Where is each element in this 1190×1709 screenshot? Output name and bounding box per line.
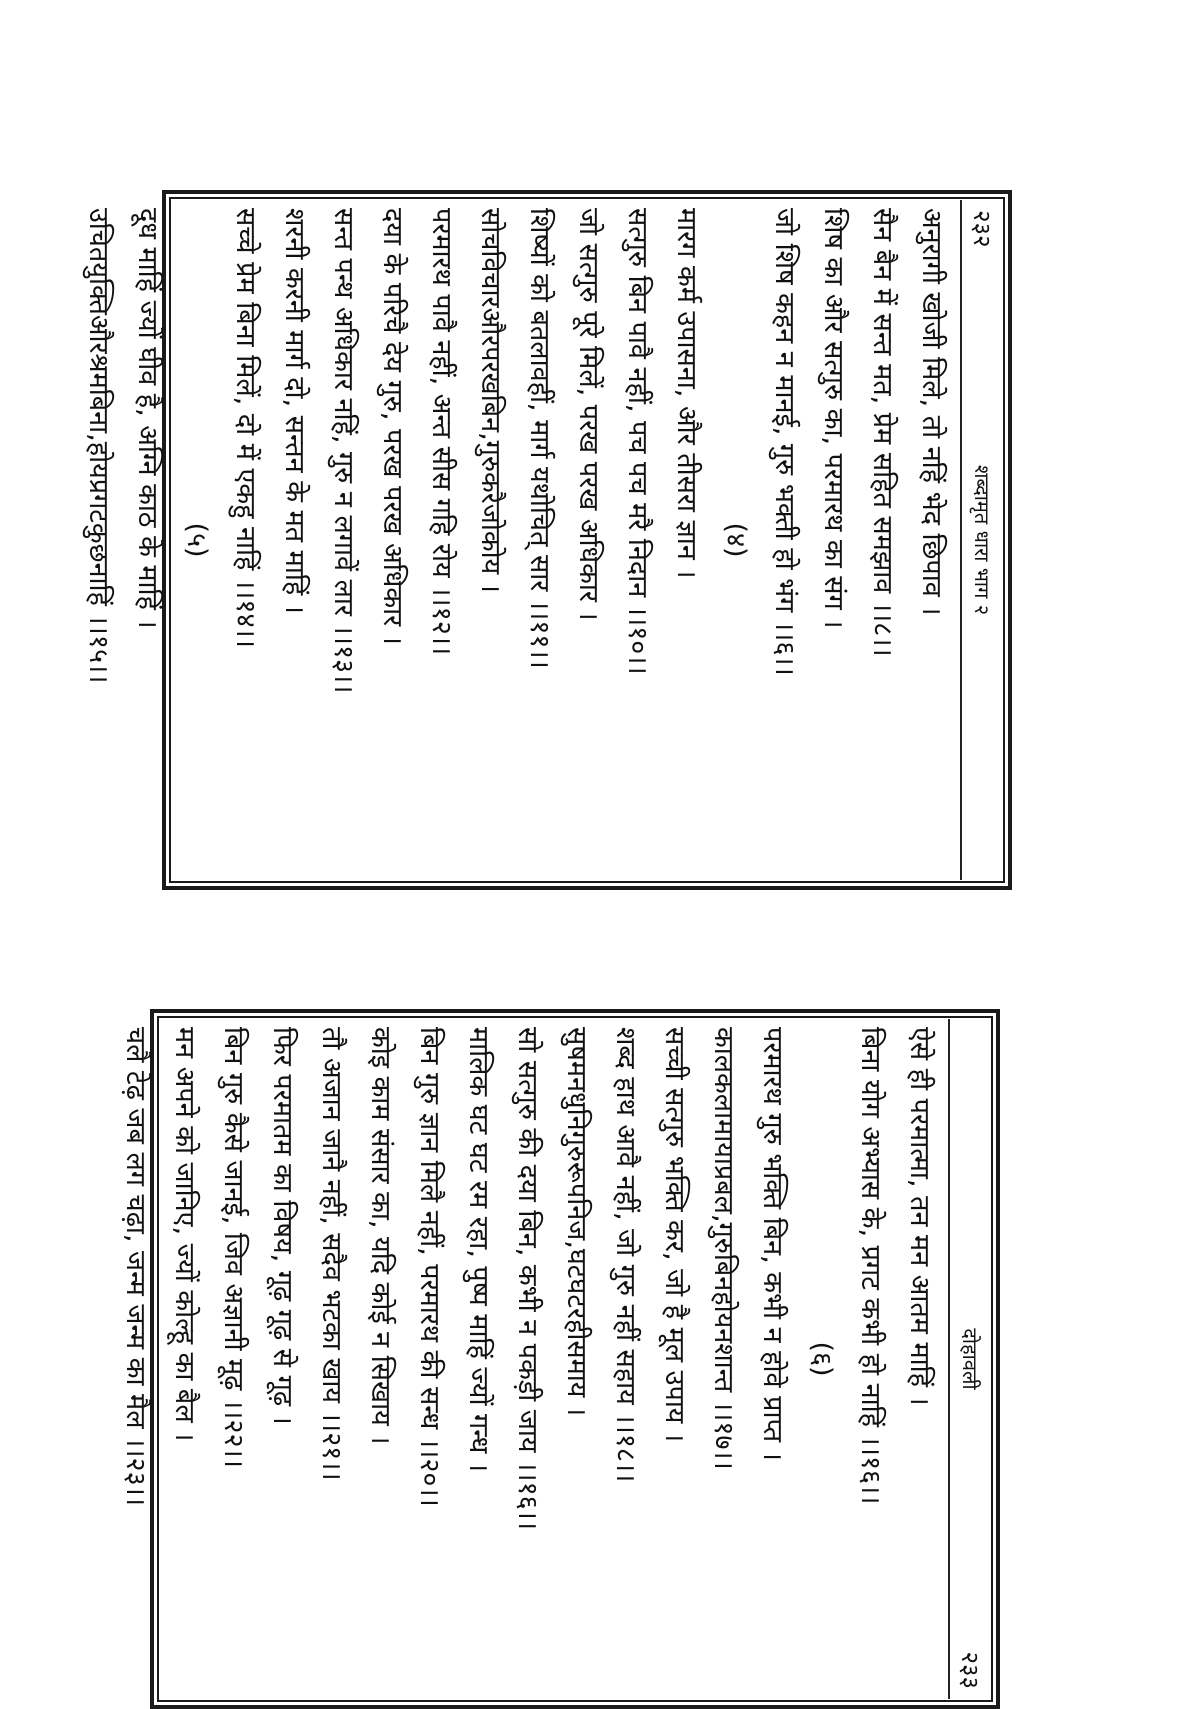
section-number: (४) — [720, 522, 751, 558]
verse-line: सन्त पन्थ अधिकार नहिं, गुरु न लगावें लार ।।१३।। — [328, 208, 359, 694]
verse-line: मारग कर्म उपासना, और तीसरा ज्ञान । — [671, 208, 702, 579]
verse-line: तौ अजान जानै नहीं, सदैव भटका खाय ।।२१।। — [316, 1027, 347, 1481]
page-body — [120, 1027, 944, 1691]
verse-line: शिष्यों को बतलावहीं, मार्ग यथोचित् सार ।।११।। — [524, 208, 555, 669]
verse-line: परमारथ गुरु भक्ति बिन, कभी न होवे प्राप्त । — [757, 1027, 788, 1461]
verse-line: कोइ काम संसार का, यदि कोई न सिखाय । — [365, 1027, 396, 1445]
right-page — [120, 1009, 1000, 1709]
page-number: २३३ — [956, 1651, 985, 1689]
verse-line: सच्ची सत्गुरु भक्ति कर, जो है मूल उपाय । — [659, 1027, 690, 1443]
verse-line: दूध माहिं ज्यों घीव है, अग्नि काठ के माहिं । — [132, 208, 163, 629]
verse-line: चलै टेढ़ जब लग चढ़ा, जन्म जन्म का मैल ।।२३।। — [120, 1027, 151, 1507]
verse-line: मन अपने को जानिए, ज्यों कोल्हू का बैल । — [169, 1027, 200, 1442]
verse-line: सुषमनधुनिगुरुरूपनिज,घटघटरहीसमाय । — [561, 1027, 592, 1417]
verse-line: सो सत्गुरु की दया बिन, कभी न पकड़ी जाय ।।१६।। — [512, 1027, 543, 1531]
verse-line: दया के परिचै देय गुरु, परख परख अधिकार । — [377, 208, 408, 645]
verse-line: सच्चे प्रेम बिना मिलें, दो में एकहु नाहिं ।।१४।। — [230, 208, 261, 648]
page-header — [948, 1019, 992, 1699]
verse-line: शब्द हाथ आवै नहीं, जो गुरु नहीं सहाय ।।१८।। — [610, 1027, 641, 1483]
verse-line: बिन गुरु कैसे जानई, जिव अज्ञानी मूढ़ ।।२२।। — [218, 1027, 249, 1468]
verse-line: सत्गुरु बिन पावै नहीं, पच पच मरै निदान ।।१०।। — [622, 208, 653, 675]
verse-line: परमारथ पावै नहीं, अन्त सीस गहि रोय ।।१२।। — [426, 208, 457, 656]
verse-line: जो शिष कहन न मानई, गुरु भक्ती हो भंग ।।६।। — [769, 208, 800, 676]
verse-line: बिना योग अभ्यास के, प्रगट कभी हो नाहिं ।।१६।। — [855, 1027, 886, 1505]
verse-line: मालिक घट घट रम रहा, पुष्प माहिं ज्यों गन्ध । — [463, 1027, 494, 1473]
running-title: दोहावली — [958, 1328, 983, 1390]
verse-line: अनुरागी खोजी मिले, तो नहिं भेद छिपाव । — [916, 208, 947, 616]
verse-line: शरनी करनी मार्ग दो, सन्तन के मत माहिं । — [279, 208, 310, 614]
section-number: (६) — [806, 1341, 837, 1377]
verse-line: सैन बैन में सन्त मत, प्रेम सहित समझाव ।।८।। — [867, 208, 898, 657]
verse-line: उचितयुक्तिऔरश्रमबिना,होयप्रगटकुछनाहिं ।।१५।। — [83, 208, 114, 684]
section-number: (५) — [181, 522, 212, 558]
page-number: २३२ — [968, 210, 997, 248]
verse-line: ऐसे ही परमात्मा, तन मन आतम माहिं । — [904, 1027, 935, 1406]
verse-line: फिर परमातम का विषय, गूढ़ गूढ़ से गूढ़ । — [267, 1027, 298, 1425]
page-body — [83, 208, 956, 872]
verse-line: बिन गुरु ज्ञान मिलै नहीं, परमारथ की सन्ध ।।२०।। — [414, 1027, 445, 1507]
verse-line: जो सत्गुरु पूरे मिलें, परख परख अधिकार । — [573, 208, 604, 621]
verse-line: शिष का और सत्गुरु का, परमारथ का संग । — [818, 208, 849, 629]
left-page — [83, 190, 1012, 890]
page-header — [960, 200, 1004, 880]
verse-line: सोचविचारऔरपरखबिन,गुरुकरैजोकोय । — [475, 208, 506, 594]
running-title: शब्दामृत धारा भाग २ — [970, 464, 995, 616]
verse-line: कालकलामायाप्रबल,गुरुबिनहोयनशान्त ।।१७।। — [708, 1027, 739, 1470]
